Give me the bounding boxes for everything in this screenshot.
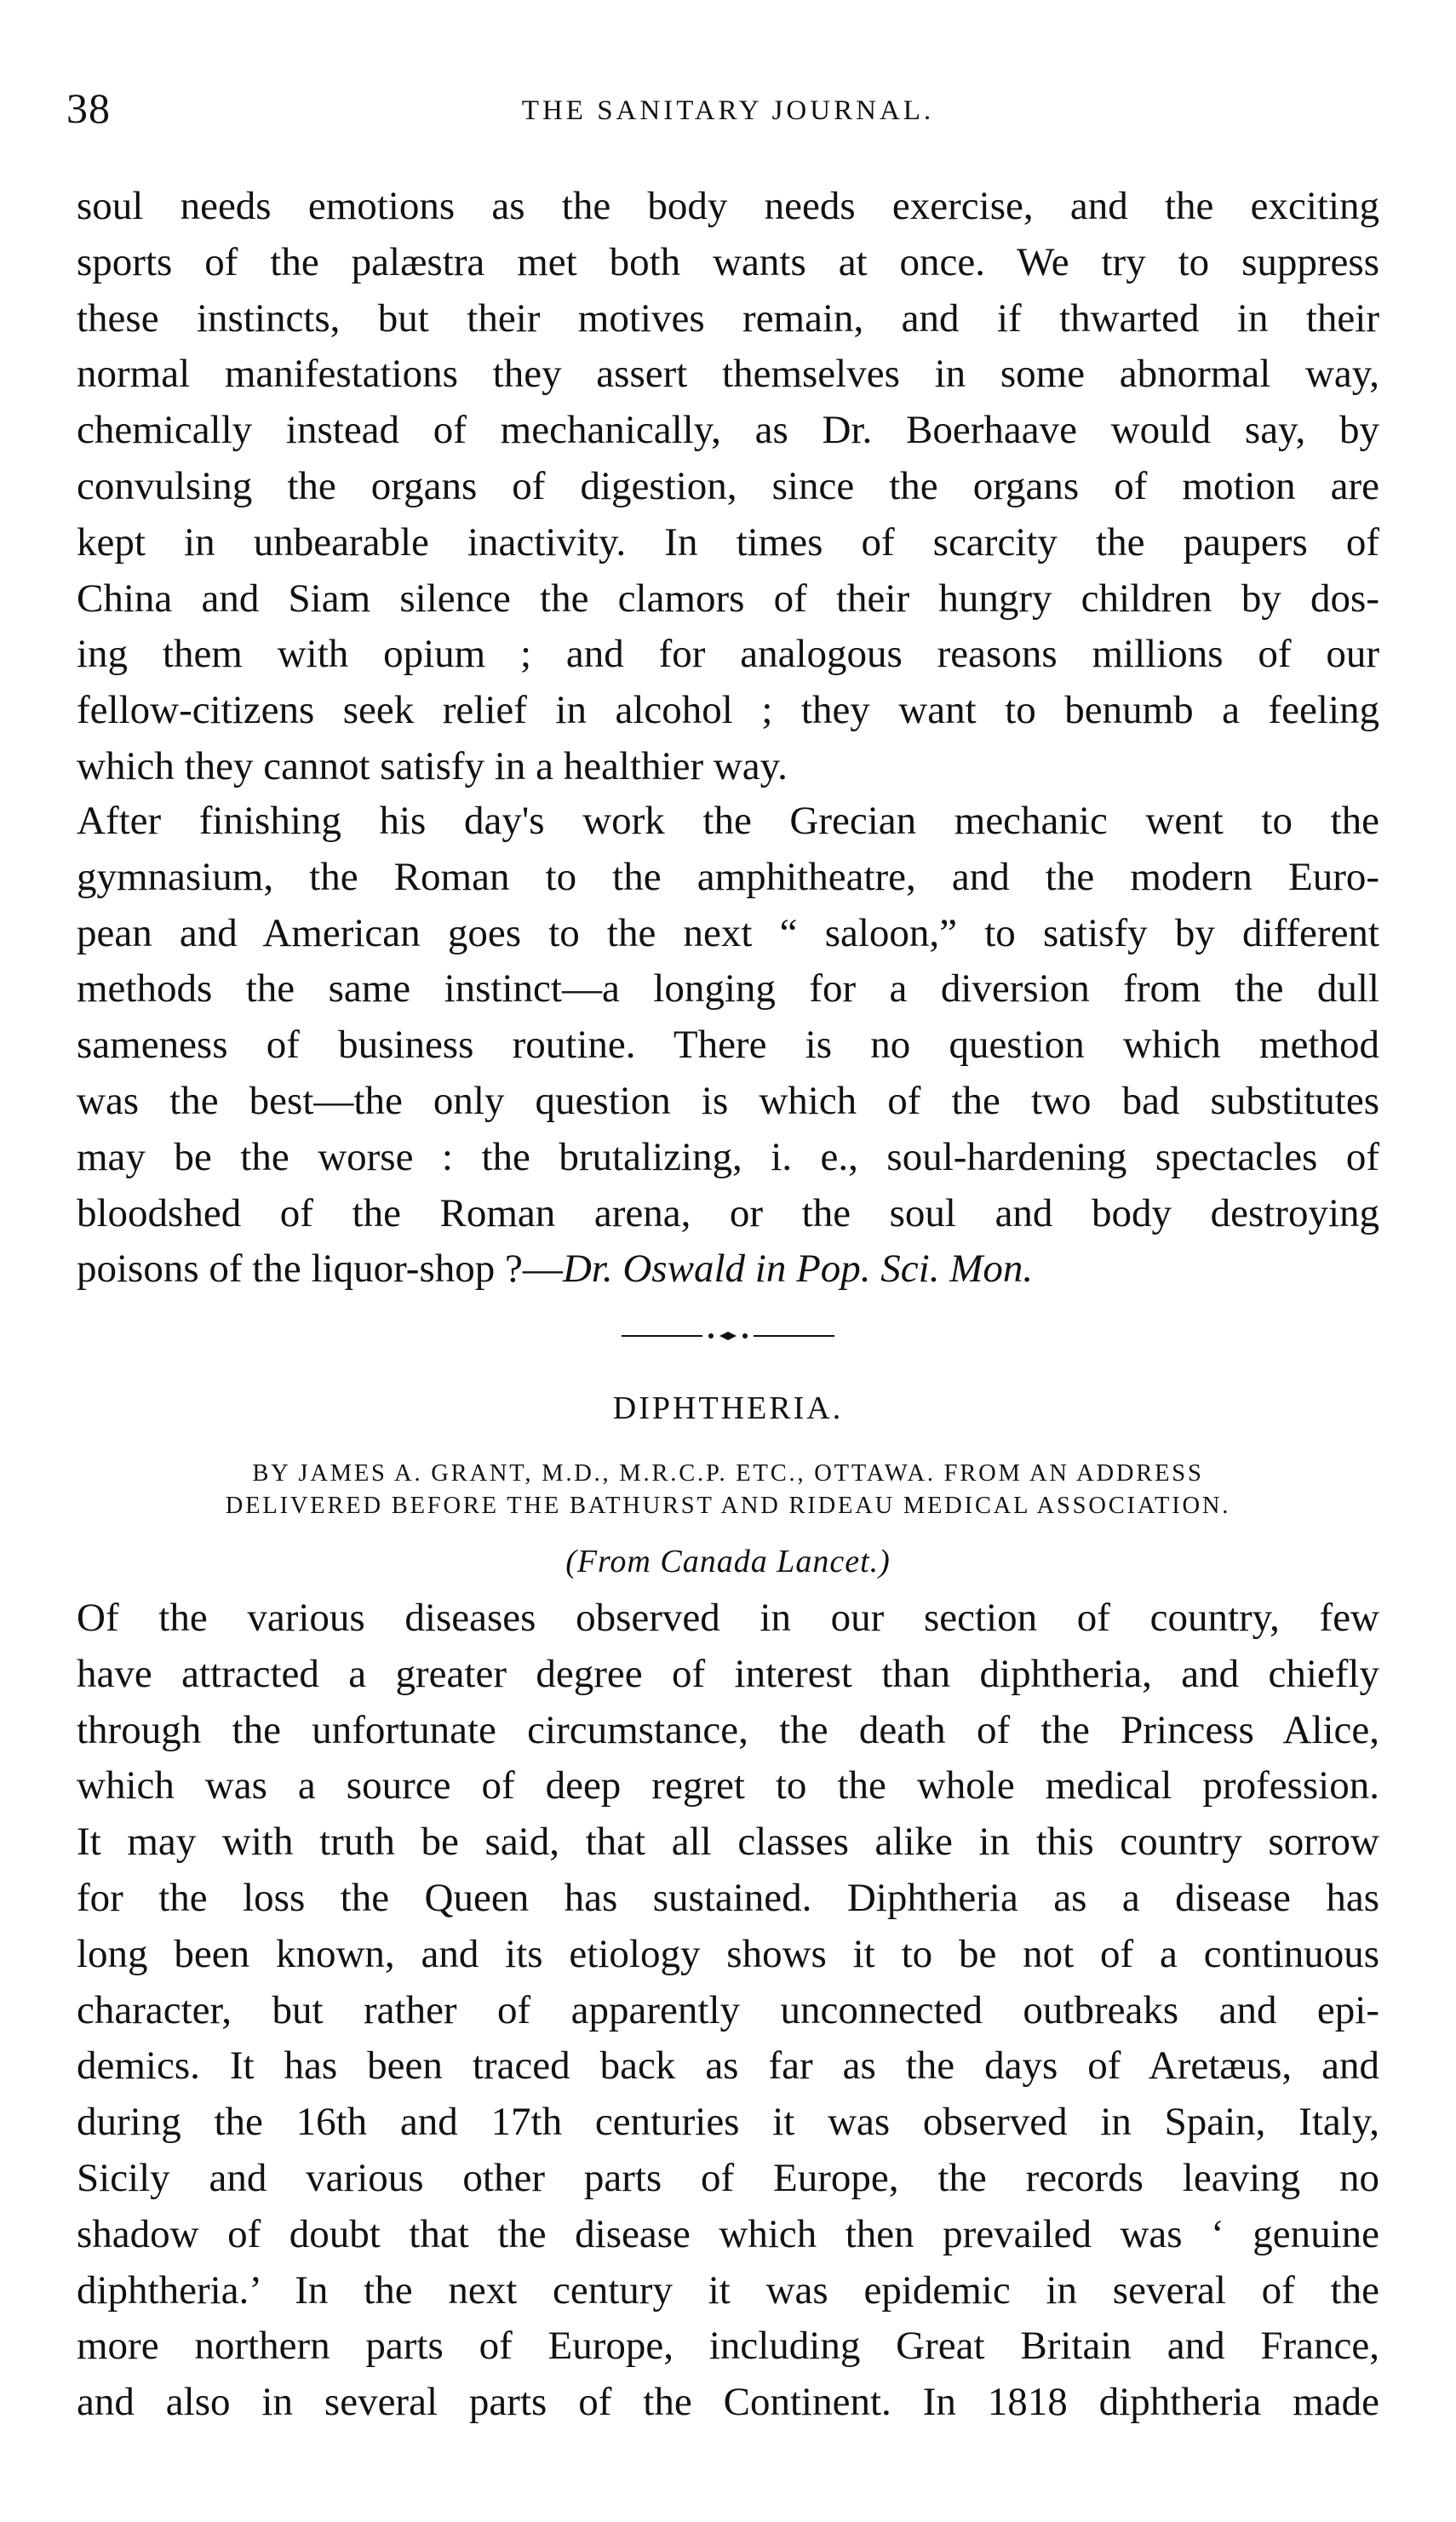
text-line: character, but rather of apparently unconnected outbreaks and epi- — [77, 1987, 1379, 2032]
text-line: these instincts, but their motives remain, and if thwarted in their — [77, 295, 1379, 341]
text-line: soul needs emotions as the body needs exercise, and the exciting — [77, 184, 1379, 228]
journal-title: THE SANITARY JOURNAL. — [521, 95, 935, 126]
article-byline — [77, 1458, 1379, 1522]
continuation-paragraph-1 — [77, 179, 1379, 795]
journal-page — [66, 0, 1379, 2522]
citation: Dr. Oswald in Pop. Sci. Mon. — [562, 1247, 1034, 1292]
text-line: ing them with opium ; and for analogous reasons millions of our — [77, 632, 1379, 677]
text-line: have attracted a greater degree of interest than diphtheria, and chiefly — [77, 1651, 1379, 1696]
article-source: (From Canada Lancet.) — [565, 1544, 891, 1579]
text-line: After finishing his day's work the Grecian mechanic went to the — [77, 799, 1379, 843]
text-line: sameness of business routine. There is no question which method — [77, 1023, 1379, 1068]
text-line: demics. It has been traced back as far as the days of Aretæus, and — [77, 2043, 1379, 2089]
article-title: DIPHTHERIA. — [612, 1390, 844, 1426]
running-head — [66, 83, 1379, 143]
text-line: Of the various diseases observed in our section of country, few — [77, 1596, 1379, 1640]
text-line: diphtheria.’ In the next century it was epidemic in several of the — [77, 2267, 1379, 2313]
text-line: China and Siam silence the clamors of their hungry children by dos- — [77, 576, 1379, 621]
byline-line: BY JAMES A. GRANT, M.D., M.R.C.P. ETC., OTTAWA. FROM AN ADDRESS — [252, 1460, 1204, 1487]
continuation-paragraph-2 — [77, 794, 1379, 1298]
page-number: 38 — [66, 84, 111, 132]
text-line: for the loss the Queen has sustained. Diphtheria as a disease has — [77, 1875, 1379, 1920]
text-line: Sicily and various other parts of Europe, the records leaving no — [77, 2155, 1379, 2200]
text-line: shadow of doubt that the disease which then prevailed was ‘ genuine — [77, 2211, 1379, 2256]
text-line: gymnasium, the Roman to the amphitheatre, and the modern Euro- — [77, 854, 1379, 899]
text-line: may be the worse : the brutalizing, i. e., soul-hardening spectacles of — [77, 1134, 1379, 1179]
text-line: kept in unbearable inactivity. In times of scarcity the paupers of — [77, 519, 1379, 565]
text-line: which was a source of deep regret to the whole medical profession. — [77, 1763, 1379, 1808]
text-line: chemically instead of mechanically, as Dr. Boerhaave would say, by — [77, 408, 1379, 453]
text-line: pean and American goes to the next “ saloon,” to satisfy by different — [77, 910, 1379, 955]
text-fragment: poisons of the liquor-shop ?— — [77, 1247, 563, 1292]
text-line: more northern parts of Europe, including Great Britain and France, — [77, 2324, 1379, 2369]
text-line: bloodshed of the Roman arena, or the soul and body destroying — [77, 1190, 1379, 1235]
text-line: sports of the palæstra met both wants at once. We try to suppress — [77, 239, 1379, 284]
text-line: which they cannot satisfy in a healthier way. — [77, 743, 788, 788]
byline-line: DELIVERED BEFORE THE BATHURST AND RIDEAU MEDICAL ASSOCIATION. — [225, 1493, 1231, 1519]
text-line: convulsing the organs of digestion, since the organs of motion are — [77, 463, 1379, 508]
final-line — [77, 1241, 1379, 1298]
text-line: through the unfortunate circumstance, the death of the Princess Alice, — [77, 1707, 1379, 1752]
text-line: normal manifestations they assert themselves in some abnormal way, — [77, 352, 1379, 397]
text-line: It may with truth be said, that all classes alike in this country sorrow — [77, 1820, 1379, 1865]
text-line: was the best—the only question is which of the two bad substitutes — [77, 1078, 1379, 1123]
text-line: and also in several parts of the Continent. In 1818 diphtheria made — [77, 2380, 1379, 2425]
text-line: fellow-citizens seek relief in alcohol ; they want to benumb a feeling — [77, 688, 1379, 733]
article-body — [77, 1591, 1379, 2431]
section-divider — [77, 1330, 1379, 1342]
text-line: during the 16th and 17th centuries it was observed in Spain, Italy, — [77, 2100, 1379, 2145]
text-line: long been known, and its etiology shows it to be not of a continuous — [77, 1931, 1379, 1976]
text-line: methods the same instinct—a longing for a diversion from the dull — [77, 966, 1379, 1012]
